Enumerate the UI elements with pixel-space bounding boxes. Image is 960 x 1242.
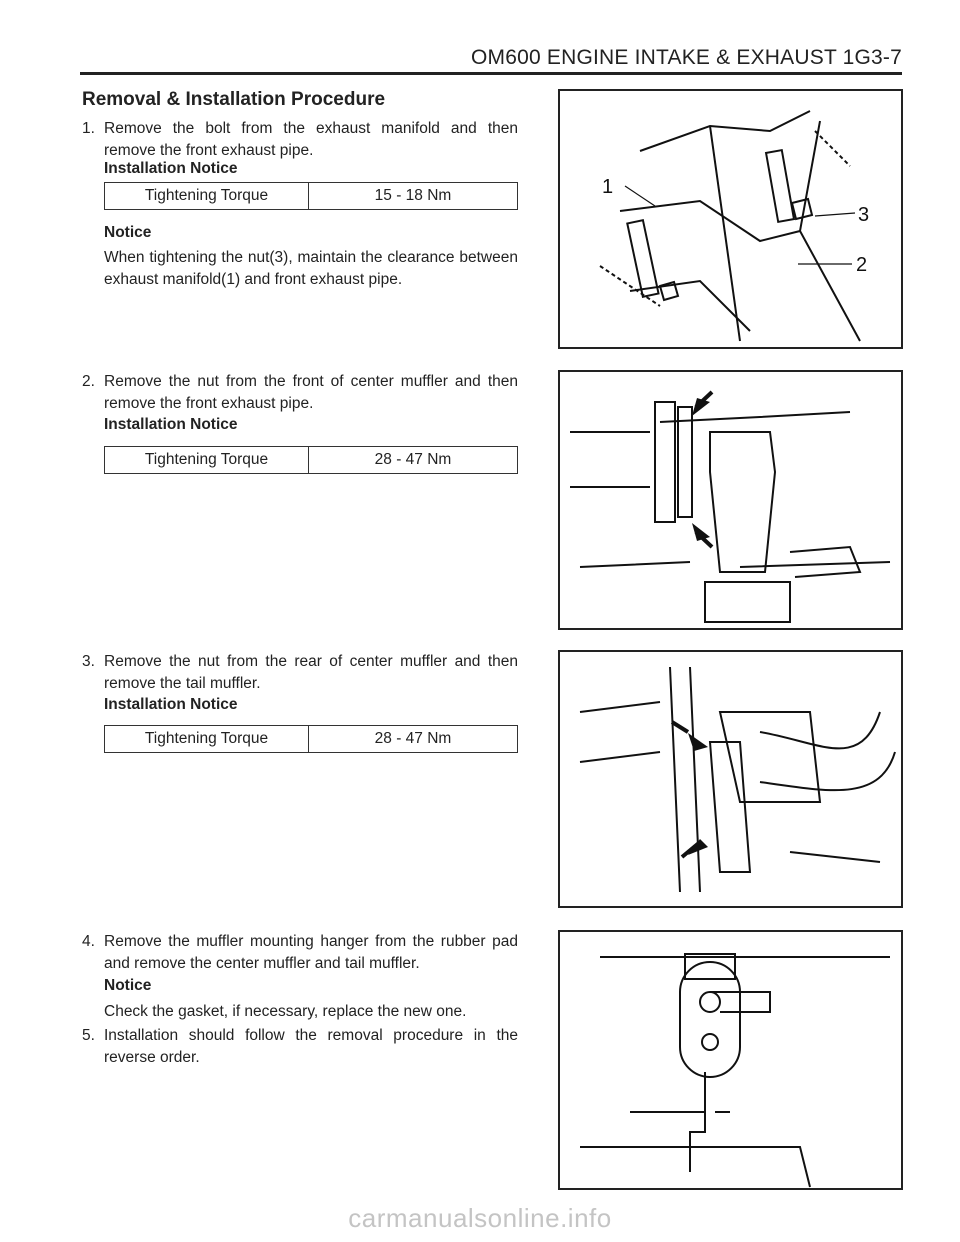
step-4 bbox=[82, 931, 518, 975]
callout-2: 2 bbox=[856, 254, 868, 276]
step-4-number: 4. bbox=[82, 933, 95, 950]
step-1-notice-text: When tightening the nut(3), maintain the clearance between exhaust manifold(1) and front exhaust pipe. bbox=[104, 249, 518, 288]
step-5-text: Installation should follow the removal procedure in the reverse order. bbox=[104, 1027, 518, 1066]
step-3-installation-label: Installation Notice bbox=[104, 696, 238, 713]
torque-key-cell: Tightening Torque bbox=[105, 183, 309, 210]
step-2 bbox=[82, 371, 518, 415]
step-2-number: 2. bbox=[82, 373, 95, 390]
torque-value-cell: 28 - 47 Nm bbox=[309, 447, 518, 474]
step-3-text: Remove the nut from the rear of center muffler and then remove the tail muffler. bbox=[104, 653, 518, 692]
figure-center-muffler-rear bbox=[558, 650, 903, 908]
step-5-number: 5. bbox=[82, 1027, 95, 1044]
figure-1-drawing bbox=[560, 91, 901, 347]
figure-center-muffler-front bbox=[558, 370, 903, 630]
table-row bbox=[105, 447, 518, 474]
torque-value-cell: 15 - 18 Nm bbox=[309, 183, 518, 210]
section-title: Removal & Installation Procedure bbox=[82, 89, 386, 110]
step-4-notice-text: Check the gasket, if necessary, replace the new one. bbox=[104, 1003, 467, 1020]
step-1 bbox=[82, 118, 518, 162]
step-1-text: Remove the bolt from the exhaust manifold and then remove the front exhaust pipe. bbox=[104, 120, 518, 159]
step-1-torque-table bbox=[104, 182, 518, 210]
step-1-notice-label: Notice bbox=[104, 224, 152, 241]
torque-key-cell: Tightening Torque bbox=[105, 726, 309, 753]
step-2-installation-label: Installation Notice bbox=[104, 416, 238, 433]
watermark-text: carmanualsonline.info bbox=[348, 1203, 612, 1233]
callout-3: 3 bbox=[858, 204, 870, 226]
step-2-text: Remove the nut from the front of center muffler and then remove the front exhaust pipe. bbox=[104, 373, 518, 412]
page-header-title: OM600 ENGINE INTAKE & EXHAUST 1G3-7 bbox=[470, 46, 902, 69]
step-4-notice-label: Notice bbox=[104, 977, 152, 994]
figure-3-drawing bbox=[560, 652, 901, 906]
figure-4-drawing bbox=[560, 932, 901, 1188]
step-3 bbox=[82, 651, 518, 695]
torque-key-cell: Tightening Torque bbox=[105, 447, 309, 474]
figure-2-drawing bbox=[560, 372, 901, 628]
figure-manifold-front-pipe bbox=[558, 89, 903, 349]
header-rule bbox=[80, 72, 902, 75]
step-1-installation-label: Installation Notice bbox=[104, 160, 238, 177]
figure-muffler-hanger bbox=[558, 930, 903, 1190]
step-5 bbox=[82, 1025, 518, 1069]
step-3-torque-table bbox=[104, 725, 518, 753]
step-4-text: Remove the muffler mounting hanger from the rubber pad and remove the center muffler and tail muffler. bbox=[104, 933, 518, 972]
torque-value-cell: 28 - 47 Nm bbox=[309, 726, 518, 753]
callout-1: 1 bbox=[602, 176, 614, 198]
step-2-torque-table bbox=[104, 446, 518, 474]
table-row bbox=[105, 183, 518, 210]
step-1-number: 1. bbox=[82, 120, 95, 137]
table-row bbox=[105, 726, 518, 753]
step-3-number: 3. bbox=[82, 653, 95, 670]
